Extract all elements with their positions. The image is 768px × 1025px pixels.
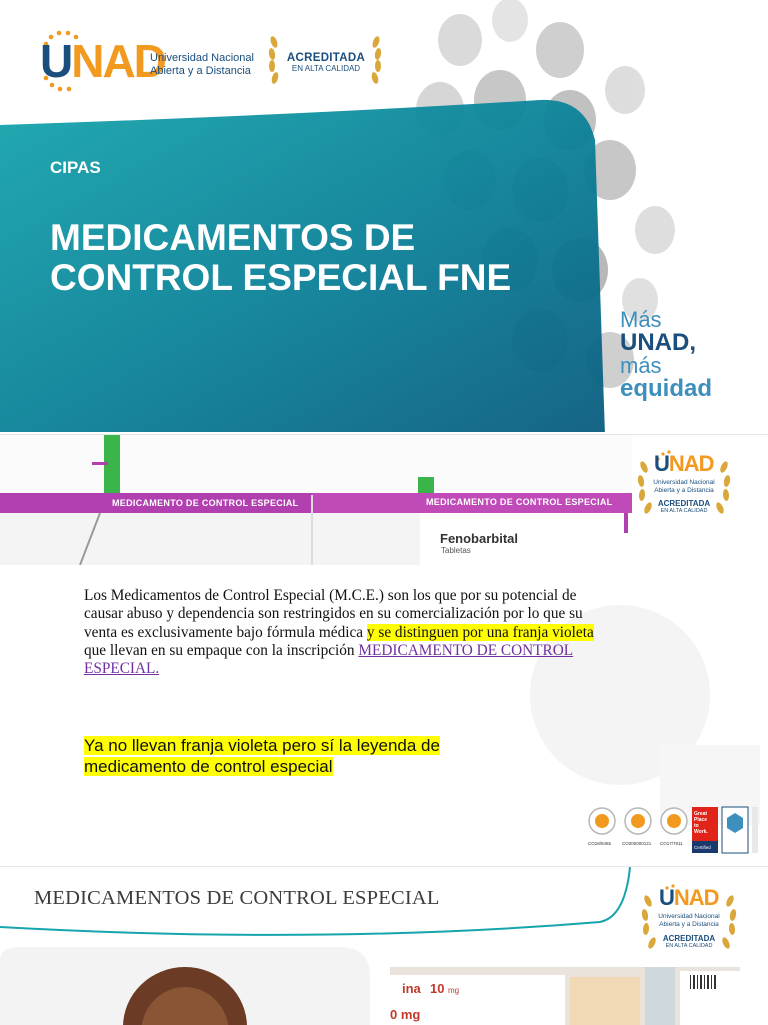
vertical-legal-text [752,807,758,853]
section-slide [0,866,768,1025]
accreditation-line-2: EN ALTA CALIDAD [291,64,361,73]
badge-brand-u: U [654,451,669,476]
paragraph-part-2: que llevan en su empaque con la inscripción [84,641,359,659]
badge-university-line-2: Abierta y a Distancia [654,486,714,494]
unad-logo [40,30,270,92]
product-name: Fenobarbital [440,531,519,546]
stripe-label-left: MEDICAMENTO DE CONTROL ESPECIAL [112,498,299,508]
bottom-university-line-2: Abierta y a Distancia [659,920,719,928]
slide-label: CIPAS [50,158,101,177]
slogan-line-2: UNAD, [620,329,696,356]
accreditation-line-1: ACREDITADA [286,52,366,64]
definition-paragraph [84,587,594,678]
cert-code-1: CO18/8455 [588,841,612,846]
highlighted-note [84,735,524,777]
university-line-1: Universidad Nacional [150,52,254,64]
slogan-line-3: más [620,353,662,378]
svg-text:Certified: Certified [694,845,711,850]
slide-title: MEDICAMENTOS DE CONTROL ESPECIAL FNE [50,217,512,298]
brand-nad: NAD [71,35,165,87]
hexagon-seal-icon [722,807,748,853]
certification-badges [586,805,766,861]
badge-university-line-1: Universidad Nacional [653,479,715,486]
icontec-badge-1-icon [588,808,615,846]
badge-accreditation-line-2: EN ALTA CALIDAD [660,508,708,514]
bottom-brand-nad: NAD [673,885,719,910]
bottom-accreditation-line-1: ACREDITADA [662,934,716,943]
woman-photo-image [0,947,370,1025]
bottom-accreditation-line-2: EN ALTA CALIDAD [665,943,713,949]
highlighted-phrase: y se distinguen por una franja violeta [366,623,594,641]
section-title: MEDICAMENTOS DE CONTROL ESPECIAL [34,887,440,909]
medicine-boxes-image [390,967,740,1025]
paragraph-part-1: Los Medicamentos de Control Especial (M.C.E.) son los que por su potencial de causar abuso y dependencia son restringidos en su comercialización por lo que su venta es exclusivamente bajo fórmula médica [84,587,583,641]
university-line-2: Abierta y a Distancia [150,65,251,77]
drug-label-4: 0 mg [390,1007,421,1022]
great-place-to-work-icon [692,807,718,853]
unad-badge-logo [636,447,732,529]
drug-label-2: 10 [430,981,445,996]
svg-text:Work.: Work. [694,829,708,835]
cert-code-2: CO200000121 [622,841,652,846]
note-text: Ya no llevan franja violeta pero sí la leyenda de medicamento de control especial [84,736,440,776]
university-name [150,52,254,78]
svg-text:Great: Great [694,811,708,817]
title-slide [0,0,768,432]
slogan-line-1: Más [620,307,662,332]
badge-brand-nad: NAD [668,451,714,476]
slogan [620,308,712,400]
bottom-brand-u: U [659,885,674,910]
bottom-university-line-1: Universidad Nacional [658,913,720,920]
drug-label-1: ina [402,981,421,996]
icontec-badge-2-icon [622,808,652,846]
content-slide [0,434,768,867]
unad-badge-logo-bottom [640,881,738,965]
icontec-badge-3-icon [660,808,687,846]
svg-text:Place: Place [694,817,708,823]
teal-curve-decoration [0,867,640,957]
badge-accreditation-line-1: ACREDITADA [657,499,711,508]
accreditation-logo [264,30,386,92]
brand-u: U [40,35,72,87]
slogan-line-4: equidad [620,375,713,402]
svg-text:to: to [694,823,699,829]
inscription-link[interactable]: MEDICAMENTO DE CONTROL ESPECIAL. [84,641,574,678]
cert-code-3: CO17/7811 [660,841,683,846]
product-form: Tabletas [441,546,471,555]
drug-label-3: mg [448,986,460,995]
stripe-label-right: MEDICAMENTO DE CONTROL ESPECIAL [426,497,613,507]
